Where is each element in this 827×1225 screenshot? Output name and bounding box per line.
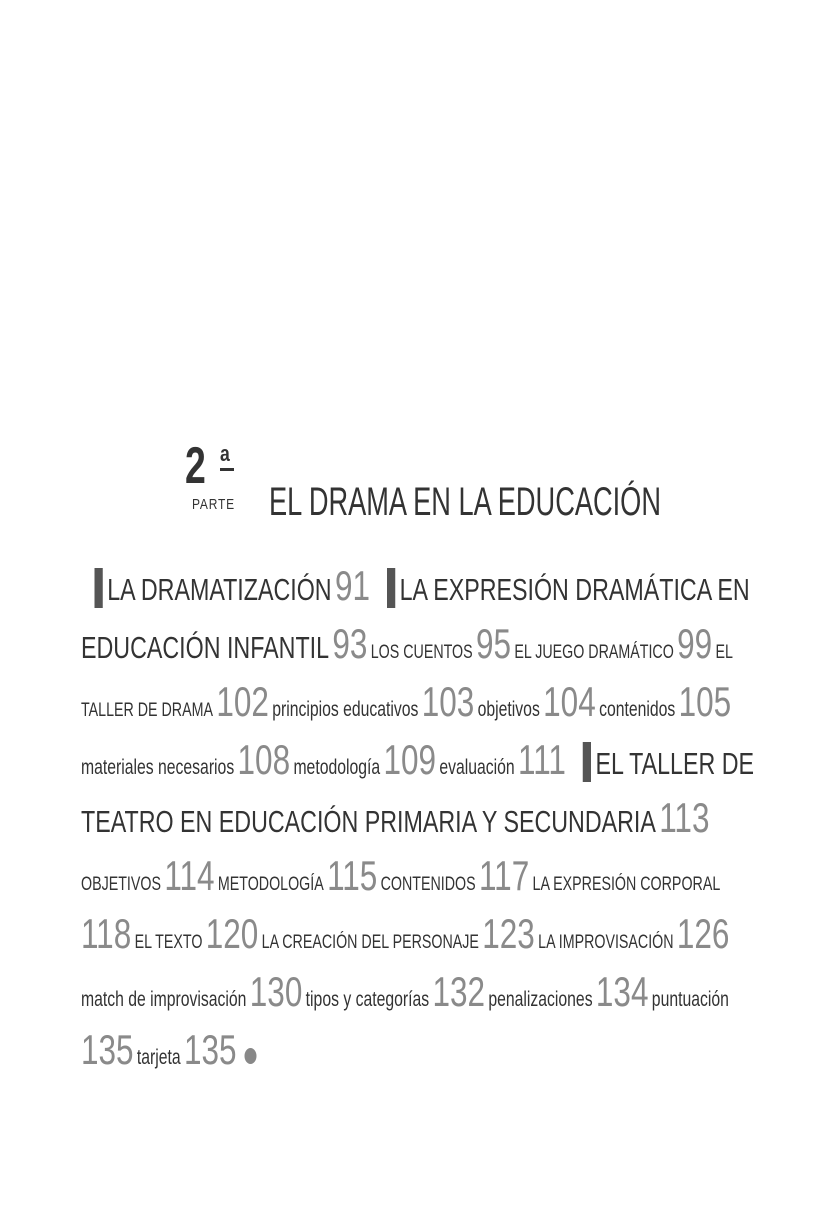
toc-entry-title: EL TALLER DE DRAMA [81,642,733,721]
toc-entry-title: LOS CUENTOS [370,642,473,663]
toc-entry-page: 104 [543,678,596,725]
toc-entry-title: LA EXPRESIÓN CORPORAL [532,874,721,895]
toc-entry-page: 113 [659,794,710,841]
toc-entry-title: EL JUEGO DRAMÁTICO [514,642,674,663]
toc-entry-title: contenidos [599,698,676,721]
toc-entry-title: tipos y categorías [305,988,430,1011]
toc-entry-title: materiales necesarios [81,756,235,779]
toc-entry-page: 102 [216,678,269,725]
toc-entry-page: 95 [475,620,512,667]
toc-entry-page: 93 [332,620,368,667]
toc-entry-title: LA CREACIÓN DEL PERSONAJE [261,932,479,953]
toc-entry-title: LA IMPROVISACIÓN [538,932,674,953]
part-number: 2 [185,437,206,495]
section-bar [95,568,103,608]
toc-entry-page: 115 [327,852,378,899]
ordinal-underline [220,468,234,471]
toc-entry-page: 120 [205,910,259,957]
part-ordinal: a [220,441,230,466]
part-title: EL DRAMA EN LA EDUCACIÓN [269,480,661,524]
toc-entry-page: 134 [595,968,649,1015]
toc-entry-page: 132 [432,968,486,1015]
toc-entry-title: LA DRAMATIZACIÓN [107,572,332,607]
toc-entry-title: penalizaciones [488,988,593,1011]
toc-entry-title: match de improvisación [81,988,247,1011]
toc-entry-title: evaluación [439,756,515,779]
toc-entry-title: EL TALLER DE TEATRO EN EDUCACIÓN PRIMARIA Y SECUNDARIA [81,746,755,839]
toc-entry-title: metodología [293,756,381,779]
toc-entry-title: tarjeta [136,1046,181,1069]
toc-entry-page: 123 [482,910,535,957]
section-bar [387,568,395,608]
toc-entry-page: 103 [421,678,475,725]
toc-entry-page: 117 [478,852,530,899]
toc-entry-title: OBJETIVOS [81,874,161,895]
part-header [183,437,661,528]
toc-entry-page: 118 [81,910,132,957]
toc-entry-page: 135 [81,1026,134,1073]
part-label: PARTE [192,496,235,513]
toc-entry-title: puntuación [651,988,729,1011]
toc-entry-page: 108 [237,736,291,783]
toc-entry-page: 105 [678,678,732,725]
toc-entry-title: METODOLOGÍA [217,874,324,895]
table-of-contents [81,562,756,1084]
section-bar [583,742,591,782]
toc-entry-title: CONTENIDOS [380,874,476,895]
toc-entry-page: 109 [383,736,437,783]
toc-entry-title: principios educativos [272,698,419,721]
toc-entry-title: LA EXPRESIÓN DRAMÁTICA EN EDUCACIÓN INFANTIL [81,572,750,665]
toc-entry-page: 126 [676,910,730,957]
toc-entry-page: 91 [334,562,370,609]
toc-entry-page: 135 [184,1026,237,1073]
toc-entry-page: 114 [164,852,215,899]
toc-entry-page: 130 [249,968,303,1015]
toc-entry-page: 99 [677,620,713,667]
toc-entry-title: EL TEXTO [134,932,203,953]
end-bullet-icon [244,1048,256,1064]
toc-entry-page: 111 [518,736,566,783]
toc-entry-title: objetivos [477,698,540,721]
